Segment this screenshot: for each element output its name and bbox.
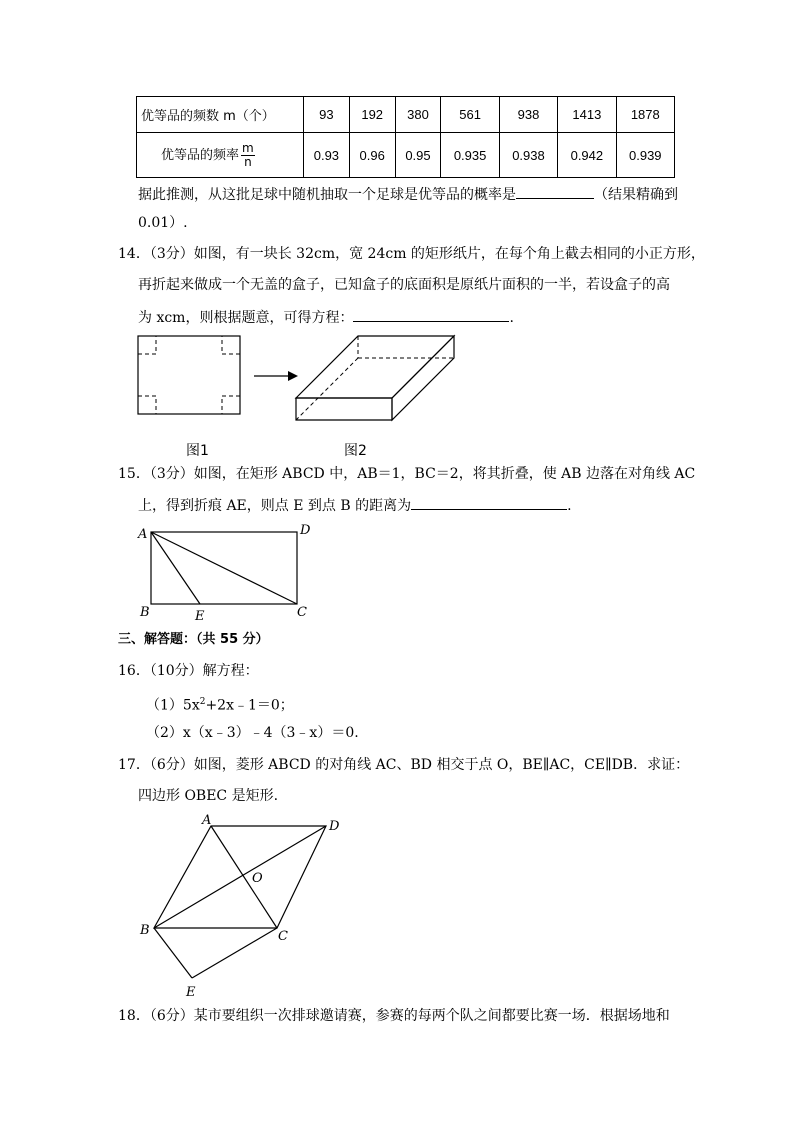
point-c-label: C (297, 605, 307, 620)
table-cell: 93 (304, 97, 350, 133)
point-c-label: C (278, 929, 288, 944)
section-title: 三、解答题：（共 55 分） (118, 632, 269, 647)
q17-line2: 四边形 OBEC 是矩形. (138, 788, 279, 804)
frequency-table (136, 96, 675, 178)
q14-line2: 再折起来做成一个无盖的盒子，已知盒子的底面积是原纸片面积的一半，若设盒子的高 (138, 277, 670, 293)
open-box (296, 336, 454, 420)
box-hidden-edges (296, 336, 454, 420)
answer-blank (353, 307, 509, 322)
q18-line1: 18．（6分）某市要组织一次排球邀请赛，参赛的每两个队之间都要比赛一场．根据场地和 (118, 1008, 670, 1024)
table-cell: 380 (395, 97, 441, 133)
point-a-label: A (138, 527, 148, 542)
segment-ce (192, 928, 277, 978)
table-row-header-text: 优等品的频率 (161, 147, 240, 163)
table-cell: 561 (441, 97, 499, 133)
table-cell: 0.935 (441, 133, 499, 178)
table-cell: 0.938 (499, 133, 557, 178)
q16-line1: 16．（10分）解方程： (118, 663, 259, 679)
q16-part2: （2）x（x﹣3）﹣4（3﹣x）＝0. (146, 725, 359, 741)
rectangle-fold-figure (130, 520, 320, 628)
table-row-header: 优等品的频数 m（个） (137, 97, 304, 133)
point-o-label: O (252, 871, 263, 886)
point-a-label: A (202, 813, 212, 828)
point-b-label: B (140, 923, 150, 938)
q16-part1: $(1)5x^2+2x﹣1=0$； (146, 697, 294, 714)
table-cell: 0.942 (558, 133, 616, 178)
fraction-numerator: m (242, 140, 254, 155)
diagonal-bd (154, 826, 326, 928)
table-row-header (137, 133, 304, 178)
table-cell: 0.96 (349, 133, 395, 178)
table-cell: 0.939 (616, 133, 674, 178)
fraction (241, 142, 255, 169)
rhombus-figure (136, 810, 356, 1000)
fraction-denominator: n (244, 154, 252, 169)
answer-blank (411, 495, 567, 510)
q17-line1: 17．（6分）如图，菱形 ABCD 的对角线 AC、BD 相交于点 O，BE∥AC，CE∥DB．求证： (118, 757, 690, 773)
table-cell: 1413 (558, 97, 616, 133)
table-cell: 0.93 (304, 133, 350, 178)
point-b-label: B (140, 605, 150, 620)
point-d-label: D (300, 523, 311, 538)
table-row (137, 97, 675, 133)
q13-line1: 据此推测，从这批足球中随机抽取一个足球是优等品的概率是 （结果精确到 (138, 184, 678, 205)
point-e-label: E (195, 609, 205, 624)
point-d-label: D (329, 819, 340, 834)
fold-crease-ae (151, 532, 200, 604)
q14-line1: 14．（3分）如图，有一块长 32cm，宽 24cm 的矩形纸片，在每个角上截去相同的小正方形， (118, 246, 705, 262)
table-cell: 0.95 (395, 133, 441, 178)
figure1-label: 图1 (186, 443, 209, 459)
table-cell: 192 (349, 97, 395, 133)
answer-blank (516, 184, 594, 199)
table-row (137, 133, 675, 178)
q15-line2: 上，得到折痕 AE，则点 E 到点 B 的距离为 . (138, 495, 572, 516)
point-e-label: E (186, 985, 196, 1000)
diagonal-ac (151, 532, 297, 604)
paper-rectangle (138, 336, 240, 414)
box-folding-figure (130, 330, 470, 430)
table-cell: 1878 (616, 97, 674, 133)
q14-line3: 为 xcm，则根据题意，可得方程： . (138, 307, 514, 328)
diagonal-ac (211, 826, 277, 928)
arrow-head (288, 371, 298, 381)
q15-line1: 15．（3分）如图，在矩形 ABCD 中，AB＝1，BC＝2，将其折叠，使 AB 边落在对角线 AC (118, 466, 696, 482)
q13-line2: 0.01）. (138, 215, 188, 231)
figure2-label: 图2 (344, 443, 367, 459)
segment-be (154, 928, 192, 978)
corner-cut-lines (138, 336, 240, 414)
table-cell: 938 (499, 97, 557, 133)
